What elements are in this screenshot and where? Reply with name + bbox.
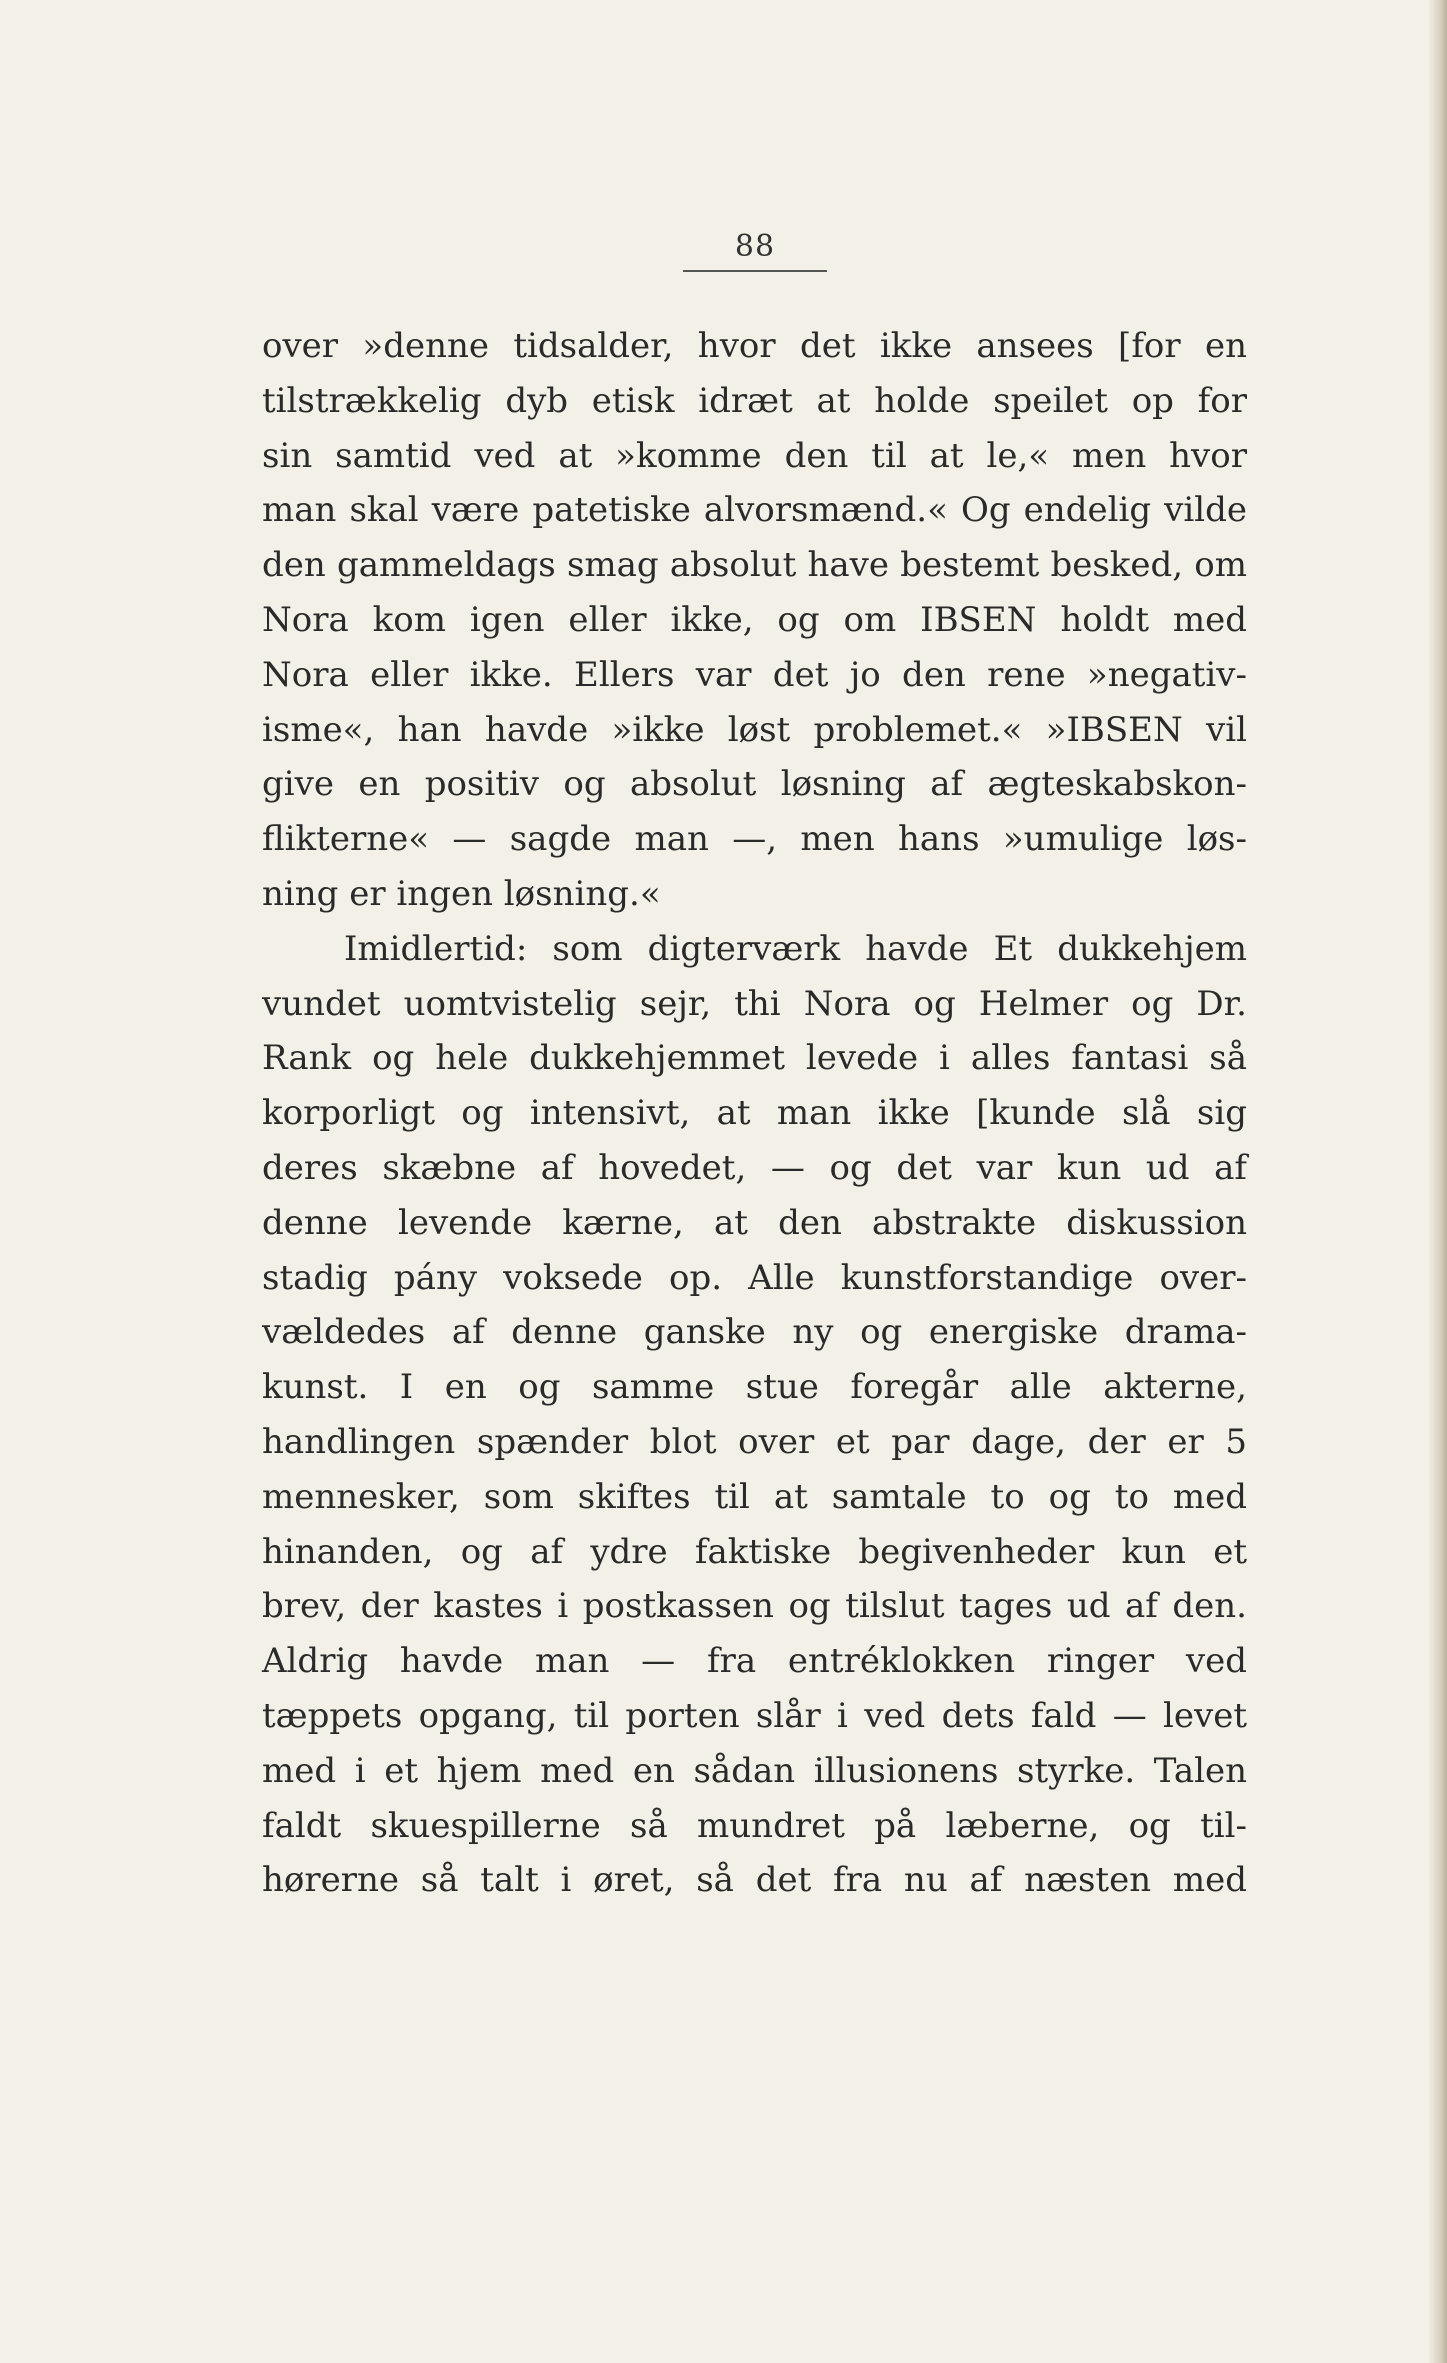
paragraph-start-line: Imidlertid: som digterværk havde Et dukkehjem: [344, 928, 1247, 969]
text-line: tilstrækkelig dyb etisk idræt at holde speilet op for: [262, 380, 1247, 421]
text-line: vundet uomtvistelig sejr, thi Nora og Helmer og Dr.: [262, 983, 1247, 1024]
text-line: vældedes af denne ganske ny og energiske drama-: [262, 1312, 1247, 1353]
text-line: sin samtid ved at »komme den til at le,« men hvor: [262, 435, 1247, 476]
text-line: den gammeldags smag absolut have bestemt besked, om: [262, 545, 1247, 586]
page-number: 88: [734, 229, 776, 264]
text-line: mennesker, som skiftes til at samtale to og to med: [262, 1476, 1247, 1517]
text-line: hørerne så talt i øret, så det fra nu af næsten med: [262, 1860, 1247, 1901]
text-line: hinanden, og af ydre faktiske begivenheder kun et: [262, 1531, 1247, 1572]
text-line: over »denne tidsalder, hvor det ikke ansees [for en: [262, 326, 1247, 366]
text-line: isme«, han havde »ikke løst problemet.« »IBSEN vil: [262, 709, 1247, 750]
text-line: med i et hjem med en sådan illusionens styrke. Talen: [262, 1750, 1247, 1791]
text-line: korporligt og intensivt, at man ikke [kunde slå sig: [262, 1093, 1247, 1134]
page-edge: [1429, 0, 1447, 2363]
text-line: ning er ingen løsning.«: [262, 873, 661, 914]
text-line: kunst. I en og samme stue foregår alle akterne,: [262, 1367, 1247, 1408]
text-line: Aldrig havde man — fra entréklokken ringer ved: [262, 1641, 1247, 1682]
text-line: man skal være patetiske alvorsmænd.« Og endelig vilde: [262, 490, 1247, 531]
text-line: Rank og hele dukkehjemmet levede i alles fantasi så: [262, 1038, 1247, 1079]
text-line: tæppets opgang, til porten slår i ved dets fald — levet: [262, 1695, 1247, 1736]
text-line: give en positiv og absolut løsning af ægteskabskon-: [262, 764, 1247, 805]
page-number-rule: [683, 270, 827, 272]
text-line: Nora eller ikke. Ellers var det jo den rene »negativ-: [262, 654, 1247, 695]
body-text: [262, 319, 1247, 1908]
text-line: deres skæbne af hovedet, — og det var kun ud af: [262, 1147, 1247, 1188]
text-line: stadig pány voksede op. Alle kunstforstandige over-: [262, 1257, 1247, 1298]
text-line: Nora kom igen eller ikke, og om IBSEN holdt med: [262, 599, 1247, 640]
text-line: flikterne« — sagde man —, men hans »umulige løs-: [262, 819, 1247, 860]
text-line: handlingen spænder blot over et par dage, der er 5: [262, 1421, 1247, 1462]
text-line: faldt skuespillerne så mundret på læberne, og til-: [262, 1805, 1247, 1846]
text-line: brev, der kastes i postkassen og tilslut tages ud af den.: [262, 1586, 1247, 1627]
text-line: denne levende kærne, at den abstrakte diskussion: [262, 1202, 1247, 1243]
